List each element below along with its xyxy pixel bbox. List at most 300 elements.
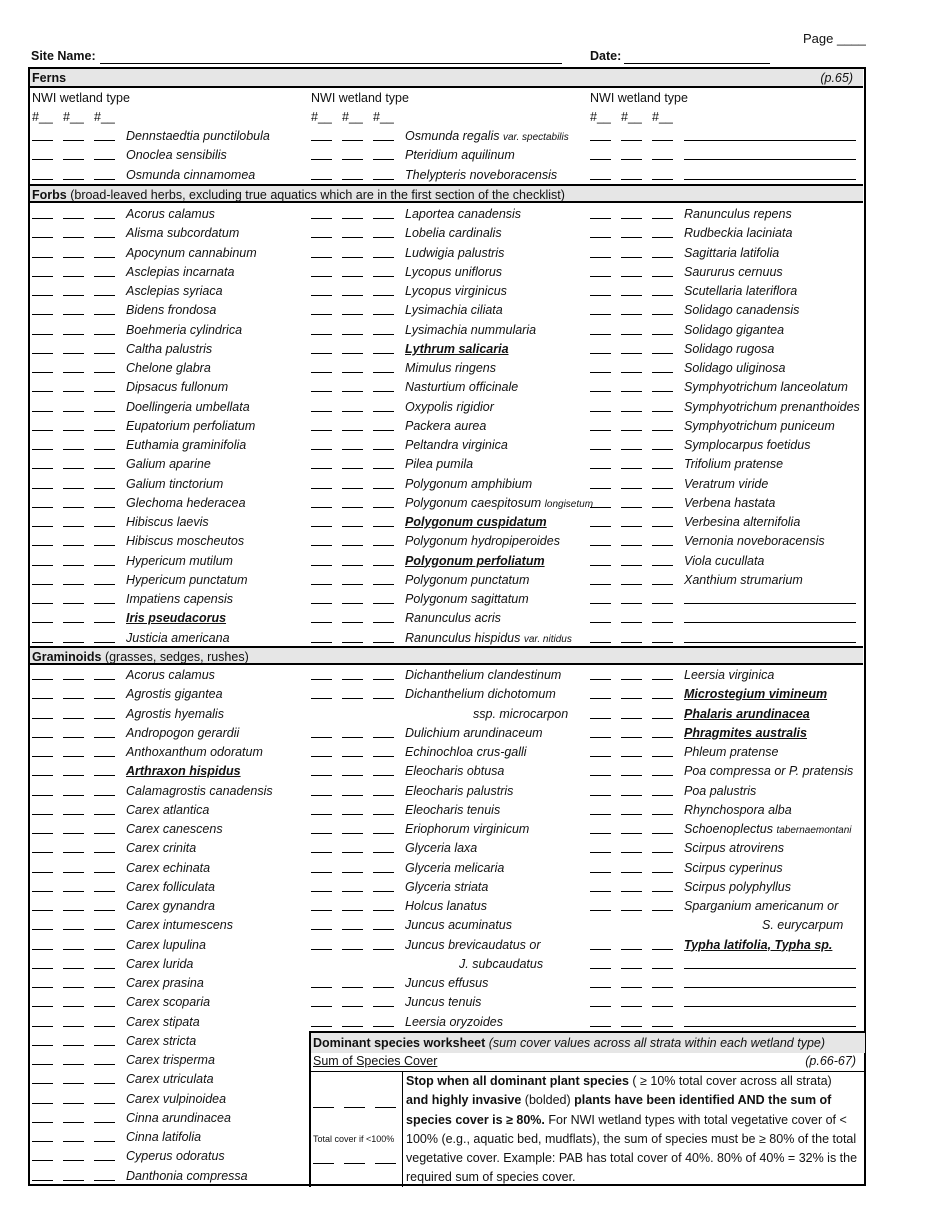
nwi-entry-blanks[interactable] — [311, 795, 397, 797]
nwi-entry-blanks[interactable] — [32, 468, 118, 470]
nwi-entry-blanks[interactable] — [590, 737, 676, 739]
nwi-entry-blanks[interactable] — [311, 1026, 397, 1028]
species-row — [32, 532, 302, 551]
nwi-entry-blanks[interactable] — [590, 603, 676, 605]
nwi-entry-blanks[interactable] — [32, 159, 118, 161]
species-name: Juncus acuminatus — [405, 918, 513, 933]
nwi-entry-blanks[interactable] — [32, 1122, 118, 1124]
species-row — [590, 666, 860, 685]
species-name: Pteridium aquilinum — [405, 148, 515, 163]
nwi-entry-blanks[interactable] — [590, 372, 676, 374]
nwi-entry-blanks[interactable] — [32, 852, 118, 854]
nwi-entry-blanks[interactable] — [32, 545, 118, 547]
nwi-entry-blanks[interactable] — [590, 507, 676, 509]
nwi-entry-blanks[interactable] — [32, 1006, 118, 1008]
nwi-entry-blanks[interactable] — [32, 526, 118, 528]
nwi-entry-blanks[interactable] — [590, 642, 676, 644]
write-in-species-field[interactable] — [684, 179, 856, 180]
species-name: Asclepias syriaca — [126, 284, 223, 298]
nwi-entry-blanks[interactable] — [590, 949, 676, 951]
nwi-entry-blanks[interactable] — [32, 488, 118, 490]
species-name: Poa compressa or P. pratensis — [684, 764, 854, 779]
nwi-entry-blanks[interactable] — [32, 756, 118, 758]
species-row — [32, 590, 302, 609]
species-name: Microstegium vimineum — [684, 687, 828, 702]
species-name: Trifolium pratense — [684, 457, 784, 472]
species-name: Mimulus ringens — [405, 361, 497, 375]
species-name: Solidago uliginosa — [684, 361, 786, 375]
nwi-entry-blanks[interactable] — [590, 795, 676, 797]
species-name: Justicia americana — [126, 630, 230, 645]
nwi-entry-blanks[interactable] — [590, 237, 676, 239]
date-field[interactable] — [624, 63, 770, 64]
nwi-entry-blanks[interactable] — [311, 949, 397, 951]
nwi-entry-blanks[interactable] — [311, 756, 397, 758]
species-name: Solidago canadensis — [684, 303, 800, 318]
species-row — [590, 993, 860, 1012]
species-name: Polygonum caespitosum longisetum — [405, 495, 594, 510]
nwi-entry-blanks[interactable] — [590, 679, 676, 681]
species-row — [311, 629, 581, 648]
nwi-entry-blanks[interactable] — [311, 411, 397, 413]
species-name: Oxypolis rigidior — [405, 399, 494, 414]
nwi-entry-blanks[interactable] — [590, 276, 676, 278]
nwi-entry-blanks[interactable] — [590, 334, 676, 336]
nwi-entry-blanks[interactable] — [32, 910, 118, 912]
nwi-entry-blanks[interactable] — [311, 218, 397, 220]
species-name: Symphyotrichum prenanthoides — [684, 399, 860, 414]
nwi-entry-blanks[interactable] — [32, 622, 118, 624]
species-name: Glyceria laxa — [405, 841, 478, 856]
nwi-entry-blanks[interactable] — [32, 1160, 118, 1162]
nwi-entry-blanks[interactable] — [311, 372, 397, 374]
worksheet-title: Dominant species worksheet (sum cover values across all strata within each wetland type) — [311, 1033, 865, 1053]
species-row — [32, 666, 302, 685]
nwi-entry-blanks[interactable] — [32, 1045, 118, 1047]
species-row — [311, 301, 581, 320]
nwi-entry-blanks[interactable] — [311, 1006, 397, 1008]
species-row — [32, 1147, 302, 1166]
nwi-entry-blanks[interactable] — [311, 468, 397, 470]
nwi-entry-blanks[interactable] — [590, 756, 676, 758]
nwi-entry-blanks[interactable] — [32, 833, 118, 835]
nwi-entry-blanks[interactable] — [311, 814, 397, 816]
species-row — [32, 974, 302, 993]
species-row — [32, 801, 302, 820]
species-row — [32, 1013, 302, 1032]
nwi-entry-blanks[interactable] — [590, 987, 676, 989]
nwi-entry-blanks[interactable] — [32, 507, 118, 509]
write-in-species-field[interactable] — [684, 159, 856, 160]
species-row — [590, 762, 860, 781]
nwi-entry-blanks[interactable] — [32, 775, 118, 777]
write-in-species-field[interactable] — [684, 968, 856, 969]
nwi-entry-blanks[interactable] — [590, 411, 676, 413]
nwi-entry-blanks[interactable] — [311, 891, 397, 893]
nwi-entry-blanks[interactable] — [32, 391, 118, 393]
nwi-entry-blanks[interactable] — [311, 159, 397, 161]
species-row — [32, 513, 302, 532]
species-name: Carex scoparia — [126, 995, 211, 1010]
species-row — [311, 743, 581, 762]
nwi-entry-blanks[interactable] — [311, 603, 397, 605]
nwi-entry-blanks[interactable] — [311, 449, 397, 451]
species-name: Juncus effusus — [405, 976, 489, 990]
species-name: Carex prasina — [126, 976, 204, 990]
nwi-entry-blanks[interactable] — [32, 565, 118, 567]
species-row — [32, 205, 302, 224]
nwi-type-number-field[interactable]: #__ — [373, 110, 394, 124]
write-in-species-field[interactable] — [684, 603, 856, 604]
nwi-entry-blanks[interactable] — [311, 775, 397, 777]
species-name: Symphyotrichum lanceolatum — [684, 380, 848, 395]
nwi-entry-blanks[interactable] — [590, 814, 676, 816]
nwi-entry-blanks[interactable] — [311, 987, 397, 989]
species-name: Chelone glabra — [126, 361, 211, 375]
species-name: Andropogon gerardii — [126, 725, 240, 740]
species-name: Carex crinita — [126, 841, 197, 856]
species-row — [32, 301, 302, 320]
nwi-entry-blanks[interactable] — [32, 179, 118, 181]
species-row — [590, 127, 860, 146]
write-in-species-field[interactable] — [684, 622, 856, 623]
species-row — [590, 590, 860, 609]
species-name: Boehmeria cylindrica — [126, 322, 243, 337]
species-name: Bidens frondosa — [126, 303, 217, 318]
nwi-entry-blanks[interactable] — [311, 565, 397, 567]
nwi-type-number-field[interactable]: #__ — [63, 110, 84, 124]
nwi-entry-blanks[interactable] — [590, 430, 676, 432]
nwi-entry-blanks[interactable] — [590, 257, 676, 259]
species-name: Arthraxon hispidus — [126, 764, 241, 779]
nwi-entry-blanks[interactable] — [590, 872, 676, 874]
nwi-entry-blanks[interactable] — [32, 968, 118, 970]
species-name: Scirpus polyphyllus — [684, 879, 791, 894]
species-row — [311, 1013, 581, 1032]
species-name: Xanthium strumarium — [684, 572, 803, 587]
nwi-entry-blanks[interactable] — [311, 679, 397, 681]
nwi-entry-blanks[interactable] — [32, 987, 118, 989]
species-name: Agrostis hyemalis — [126, 706, 224, 721]
nwi-entry-blanks[interactable] — [311, 584, 397, 586]
species-name: Galium aparine — [126, 457, 211, 472]
species-name: Agrostis gigantea — [126, 687, 223, 702]
species-name: Iris pseudacorus — [126, 611, 227, 626]
species-row — [590, 571, 860, 590]
species-row — [32, 936, 302, 955]
species-name: Dipsacus fullonum — [126, 380, 229, 395]
species-name: Carex utriculata — [126, 1072, 214, 1087]
sum-cover-blanks[interactable] — [311, 1107, 397, 1109]
nwi-entry-blanks[interactable] — [311, 737, 397, 739]
nwi-type-number-field[interactable]: #__ — [94, 110, 115, 124]
species-name: Juncus brevicaudatus or — [405, 937, 541, 952]
species-row — [590, 743, 860, 762]
species-row — [590, 552, 860, 571]
species-row — [32, 609, 302, 628]
species-row — [590, 513, 860, 532]
species-row — [590, 321, 860, 340]
nwi-entry-blanks[interactable] — [590, 565, 676, 567]
nwi-entry-blanks[interactable] — [311, 314, 397, 316]
species-row — [590, 301, 860, 320]
species-row — [311, 417, 581, 436]
total-cover-label: Total cover if <100% — [313, 1134, 395, 1144]
species-row — [32, 263, 302, 282]
nwi-entry-blanks[interactable] — [32, 276, 118, 278]
species-name: Vernonia noveboracensis — [684, 534, 825, 549]
species-row — [311, 762, 581, 781]
nwi-wetland-type-label: NWI wetland type — [590, 91, 688, 105]
nwi-entry-blanks[interactable] — [311, 237, 397, 239]
nwi-entry-blanks[interactable] — [32, 698, 118, 700]
species-row — [311, 224, 581, 243]
species-name: Hypericum mutilum — [126, 553, 233, 568]
nwi-type-number-field[interactable]: #__ — [590, 110, 611, 124]
nwi-entry-blanks[interactable] — [311, 833, 397, 835]
nwi-entry-blanks[interactable] — [32, 449, 118, 451]
species-row — [32, 244, 302, 263]
nwi-type-number-field[interactable]: #__ — [342, 110, 363, 124]
nwi-entry-blanks[interactable] — [32, 372, 118, 374]
nwi-entry-blanks[interactable] — [32, 140, 118, 142]
nwi-entry-blanks[interactable] — [311, 698, 397, 700]
species-row — [590, 685, 860, 704]
nwi-entry-blanks[interactable] — [32, 1026, 118, 1028]
site-name-field[interactable] — [100, 63, 562, 64]
species-name: Polygonum cuspidatum — [405, 515, 547, 529]
species-name: Eleocharis obtusa — [405, 764, 505, 779]
species-row — [32, 455, 302, 474]
species-name: Hibiscus moscheutos — [126, 534, 245, 549]
species-name: Poa palustris — [684, 783, 757, 798]
species-name: Acorus calamus — [126, 207, 215, 221]
species-row — [32, 878, 302, 897]
nwi-entry-blanks[interactable] — [32, 949, 118, 951]
species-row — [32, 629, 302, 648]
nwi-entry-blanks[interactable] — [32, 237, 118, 239]
nwi-entry-blanks[interactable] — [32, 603, 118, 605]
nwi-entry-blanks[interactable] — [32, 411, 118, 413]
species-row — [32, 378, 302, 397]
species-row — [32, 282, 302, 301]
species-row — [590, 859, 860, 878]
nwi-entry-blanks[interactable] — [311, 622, 397, 624]
nwi-entry-blanks[interactable] — [590, 449, 676, 451]
species-name: Carex vulpinoidea — [126, 1091, 227, 1106]
nwi-entry-blanks[interactable] — [590, 775, 676, 777]
nwi-entry-blanks[interactable] — [311, 391, 397, 393]
sum-species-cover-label: Sum of Species Cover — [313, 1054, 438, 1068]
species-row — [311, 609, 581, 628]
nwi-entry-blanks[interactable] — [32, 257, 118, 259]
nwi-entry-blanks[interactable] — [32, 584, 118, 586]
stop-rule-text: Stop when all dominant plant species ( ≥ 10% total cover across all strata) and highly invasive (bolded) plants have been identified AND the sum of species cover is ≥ 80%. For NWI wetland types with total vegetative cover of < 100% (e.g., aquatic bed, mudflats), the sum of species must be ≥ 80% of the total vegetative cover. Example: PAB has total cover of 40%. 80% of 40% = 32% is the required sum of species cover. — [406, 1074, 858, 1185]
species-name: Carex intumescens — [126, 918, 233, 933]
species-name: Cinna arundinacea — [126, 1110, 231, 1125]
nwi-type-number-field[interactable]: #__ — [652, 110, 673, 124]
nwi-entry-blanks[interactable] — [590, 910, 676, 912]
nwi-type-number-field[interactable]: #__ — [32, 110, 53, 124]
nwi-entry-blanks[interactable] — [590, 140, 676, 142]
nwi-entry-blanks[interactable] — [311, 353, 397, 355]
species-row — [590, 224, 860, 243]
species-row — [311, 263, 581, 282]
nwi-entry-blanks[interactable] — [590, 852, 676, 854]
species-row — [311, 666, 581, 685]
species-name: Polygonum amphibium — [405, 476, 533, 491]
species-row — [32, 494, 302, 513]
nwi-entry-blanks[interactable] — [32, 1103, 118, 1105]
nwi-entry-blanks[interactable] — [311, 140, 397, 142]
nwi-entry-blanks[interactable] — [311, 295, 397, 297]
species-name: Veratrum viride — [684, 476, 769, 491]
nwi-entry-blanks[interactable] — [311, 545, 397, 547]
species-row — [590, 782, 860, 801]
write-in-species-field[interactable] — [684, 1026, 856, 1027]
nwi-entry-blanks[interactable] — [32, 1141, 118, 1143]
species-name: Ranunculus acris — [405, 611, 501, 626]
nwi-entry-blanks[interactable] — [590, 622, 676, 624]
species-row — [590, 455, 860, 474]
nwi-entry-blanks[interactable] — [590, 584, 676, 586]
nwi-entry-blanks[interactable] — [590, 468, 676, 470]
nwi-entry-blanks[interactable] — [32, 353, 118, 355]
species-row — [311, 359, 581, 378]
nwi-entry-blanks[interactable] — [311, 852, 397, 854]
species-name: Carex stricta — [126, 1033, 197, 1048]
write-in-species-field[interactable] — [684, 1006, 856, 1007]
nwi-entry-blanks[interactable] — [590, 545, 676, 547]
nwi-entry-blanks[interactable] — [590, 353, 676, 355]
write-in-species-field[interactable] — [684, 987, 856, 988]
species-row — [32, 1109, 302, 1128]
nwi-entry-blanks[interactable] — [590, 488, 676, 490]
nwi-entry-blanks[interactable] — [590, 218, 676, 220]
species-row — [311, 455, 581, 474]
nwi-entry-blanks[interactable] — [32, 1064, 118, 1066]
nwi-entry-blanks[interactable] — [590, 526, 676, 528]
species-name: Caltha palustris — [126, 341, 213, 356]
species-row — [311, 571, 581, 590]
nwi-entry-blanks[interactable] — [32, 872, 118, 874]
species-row — [32, 1070, 302, 1089]
nwi-entry-blanks[interactable] — [590, 1026, 676, 1028]
species-name: Pilea pumila — [405, 457, 474, 472]
nwi-entry-blanks[interactable] — [32, 795, 118, 797]
species-row — [590, 205, 860, 224]
nwi-entry-blanks[interactable] — [311, 642, 397, 644]
nwi-entry-blanks[interactable] — [590, 179, 676, 181]
nwi-entry-blanks[interactable] — [32, 430, 118, 432]
species-name: Nasturtium officinale — [405, 380, 519, 395]
write-in-species-field[interactable] — [684, 642, 856, 643]
nwi-entry-blanks[interactable] — [32, 737, 118, 739]
species-name: Dichanthelium dichotomum — [405, 687, 556, 702]
species-name: Eupatorium perfoliatum — [126, 418, 256, 433]
nwi-entry-blanks[interactable] — [32, 334, 118, 336]
nwi-entry-blanks[interactable] — [32, 218, 118, 220]
species-row — [32, 743, 302, 762]
nwi-entry-blanks[interactable] — [32, 1180, 118, 1182]
nwi-entry-blanks[interactable] — [32, 1083, 118, 1085]
nwi-entry-blanks[interactable] — [311, 334, 397, 336]
nwi-entry-blanks[interactable] — [311, 276, 397, 278]
nwi-type-number-field[interactable]: #__ — [621, 110, 642, 124]
species-name: Schoenoplectus tabernaemontani — [684, 822, 852, 836]
nwi-entry-blanks[interactable] — [590, 718, 676, 720]
nwi-entry-blanks[interactable] — [32, 314, 118, 316]
nwi-entry-blanks[interactable] — [590, 968, 676, 970]
ferns-header: Ferns (p.65) — [30, 69, 863, 88]
nwi-entry-blanks[interactable] — [311, 910, 397, 912]
nwi-entry-blanks[interactable] — [311, 507, 397, 509]
nwi-entry-blanks[interactable] — [311, 179, 397, 181]
species-name: Euthamia graminifolia — [126, 438, 247, 452]
nwi-entry-blanks[interactable] — [32, 295, 118, 297]
species-row — [311, 205, 581, 224]
species-name: Juncus tenuis — [405, 995, 482, 1010]
page-number: Page ____ — [803, 31, 866, 46]
species-row — [590, 244, 860, 263]
nwi-entry-blanks[interactable] — [32, 814, 118, 816]
species-name: Viola cucullata — [684, 553, 765, 568]
total-cover-blanks[interactable] — [311, 1163, 397, 1165]
nwi-entry-blanks[interactable] — [311, 929, 397, 931]
nwi-entry-blanks[interactable] — [311, 430, 397, 432]
species-name: Carex gynandra — [126, 899, 215, 913]
species-row — [590, 955, 860, 974]
nwi-entry-blanks[interactable] — [311, 526, 397, 528]
species-row — [32, 321, 302, 340]
nwi-entry-blanks[interactable] — [32, 642, 118, 644]
species-name: S. eurycarpum — [762, 918, 844, 933]
species-name: Dichanthelium clandestinum — [405, 668, 562, 682]
nwi-entry-blanks[interactable] — [590, 833, 676, 835]
species-row — [32, 1051, 302, 1070]
worksheet-page-ref: (p.66-67) — [805, 1054, 856, 1068]
species-row — [590, 916, 860, 935]
species-name: Carex trisperma — [126, 1053, 215, 1067]
nwi-entry-blanks[interactable] — [590, 295, 676, 297]
species-name: Asclepias incarnata — [126, 264, 235, 279]
species-name: Eleocharis palustris — [405, 783, 514, 798]
nwi-entry-blanks[interactable] — [590, 1006, 676, 1008]
nwi-entry-blanks[interactable] — [32, 718, 118, 720]
species-name: Alisma subcordatum — [126, 226, 240, 241]
nwi-type-number-field[interactable]: #__ — [311, 110, 332, 124]
nwi-entry-blanks[interactable] — [32, 679, 118, 681]
nwi-entry-blanks[interactable] — [32, 891, 118, 893]
nwi-entry-blanks[interactable] — [311, 257, 397, 259]
nwi-entry-blanks[interactable] — [590, 698, 676, 700]
species-name: Verbesina alternifolia — [684, 515, 801, 529]
nwi-entry-blanks[interactable] — [311, 872, 397, 874]
species-row — [311, 513, 581, 532]
nwi-entry-blanks[interactable] — [32, 929, 118, 931]
write-in-species-field[interactable] — [684, 140, 856, 141]
worksheet-column-divider — [402, 1071, 403, 1187]
species-name: Sagittaria latifolia — [684, 245, 780, 260]
nwi-entry-blanks[interactable] — [590, 159, 676, 161]
species-row — [32, 436, 302, 455]
nwi-entry-blanks[interactable] — [590, 891, 676, 893]
ferns-page-ref: (p.65) — [820, 71, 853, 85]
species-name: Holcus lanatus — [405, 899, 487, 913]
nwi-entry-blanks[interactable] — [590, 391, 676, 393]
nwi-entry-blanks[interactable] — [590, 314, 676, 316]
nwi-entry-blanks[interactable] — [311, 488, 397, 490]
